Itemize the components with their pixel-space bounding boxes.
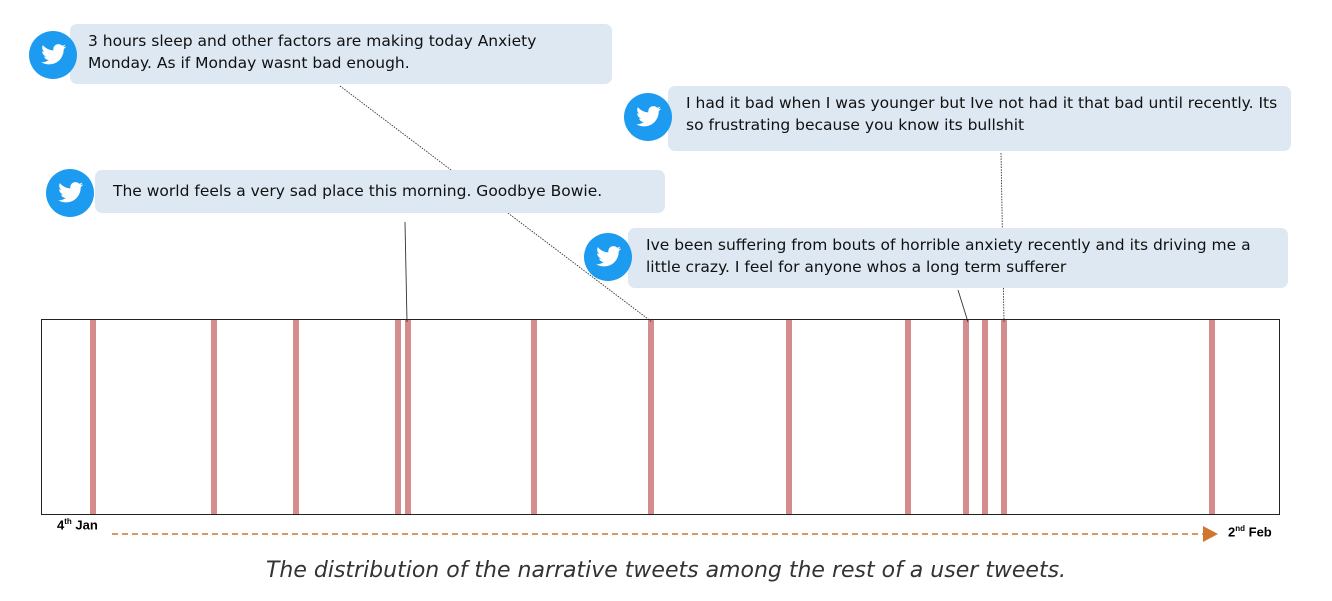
- tweet-bubble: [668, 86, 1291, 151]
- connector-line: [405, 222, 407, 322]
- connector-line: [958, 290, 968, 322]
- tweet-bubble: [95, 170, 665, 213]
- twitter-bird-icon: [623, 92, 673, 142]
- tweet-bubble: [70, 24, 612, 84]
- tweet-text: The world feels a very sad place this morning. Goodbye Bowie.: [113, 182, 603, 200]
- timeline-box: [41, 319, 1280, 515]
- twitter-bird-icon: [28, 30, 78, 80]
- twitter-bird-icon: [583, 232, 633, 282]
- timeline-start-label: 4th Jan: [57, 517, 98, 533]
- tweet-text: Ive been suffering from bouts of horrible anxiety recently and its driving me a little crazy. I feel for anyone whos a long term sufferer: [646, 236, 1251, 276]
- time-arrow-head: [1203, 526, 1218, 542]
- tweet-text: I had it bad when I was younger but Ive not had it that bad until recently. Its so frustrating because you know its bullshit: [686, 94, 1278, 134]
- tweet-bubble: [628, 228, 1288, 288]
- tweet-text: 3 hours sleep and other factors are making today Anxiety Monday. As if Monday wasnt bad enough.: [88, 32, 537, 72]
- timeline-end-label: 2nd Feb: [1228, 524, 1272, 540]
- twitter-bird-icon: [45, 168, 95, 218]
- figure-caption: The distribution of the narrative tweets among the rest of a user tweets.: [265, 558, 1067, 583]
